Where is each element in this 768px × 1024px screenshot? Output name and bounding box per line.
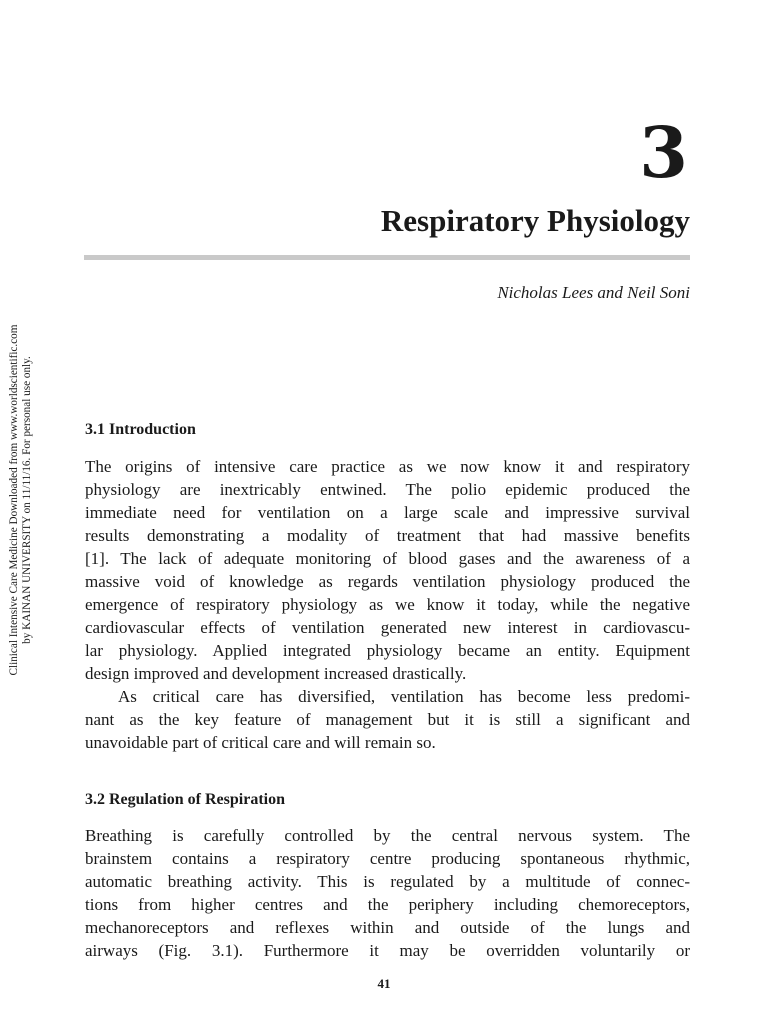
text-line: unavoidable part of critical care and will remain so. [85,733,436,752]
text-line: cardiovascular effects of ventilation generated new interest in cardiovascu- [85,618,690,637]
chapter-number: 3 [639,111,688,194]
download-notice-line: by KAINAN UNIVERSITY on 11/11/16. For personal use only. [21,356,33,644]
paragraph-introduction-2 [85,685,690,754]
text-line: physiology are inextricably entwined. The polio epidemic produced the [85,480,690,499]
text-line: brainstem contains a respiratory centre producing spontaneous rhythmic, [85,849,690,868]
text-line: automatic breathing activity. This is regulated by a multitude of connec- [85,872,690,891]
section-heading-introduction: 3.1 Introduction [85,421,196,438]
chapter-authors: Nicholas Lees and Neil Soni [497,283,690,302]
page-number: 41 [377,976,391,991]
text-line: [1]. The lack of adequate monitoring of blood gases and the awareness of a [85,549,690,568]
section-heading-regulation: 3.2 Regulation of Respiration [85,791,285,808]
text-line: emergence of respiratory physiology as we know it today, while the negative [85,595,690,614]
text-line: mechanoreceptors and reflexes within and outside of the lungs and [85,918,690,937]
download-notice-line: Clinical Intensive Care Medicine Downloaded from www.worldscientific.com [8,324,20,676]
paragraph-regulation-1 [85,824,690,962]
text-line: As critical care has diversified, ventilation has become less predomi- [118,687,690,706]
paragraph-introduction-1 [85,455,690,685]
text-line: immediate need for ventilation on a large scale and impressive survival [85,503,690,522]
text-line: results demonstrating a modality of treatment that had massive benefits [85,526,690,545]
title-divider [84,255,690,260]
text-line: Breathing is carefully controlled by the central nervous system. The [85,826,690,845]
text-line: airways (Fig. 3.1). Furthermore it may be overridden voluntarily or [85,941,690,960]
chapter-title: Respiratory Physiology [380,203,690,238]
download-notice [8,325,34,676]
text-line: nant as the key feature of management but it is still a significant and [85,710,690,729]
text-line: The origins of intensive care practice as we now know it and respiratory [85,457,690,476]
text-line: lar physiology. Applied integrated physiology became an entity. Equipment [85,641,690,660]
text-line: massive void of knowledge as regards ventilation physiology produced the [85,572,690,591]
text-line: design improved and development increased drastically. [85,664,467,683]
text-line: tions from higher centres and the periphery including chemoreceptors, [85,895,690,914]
